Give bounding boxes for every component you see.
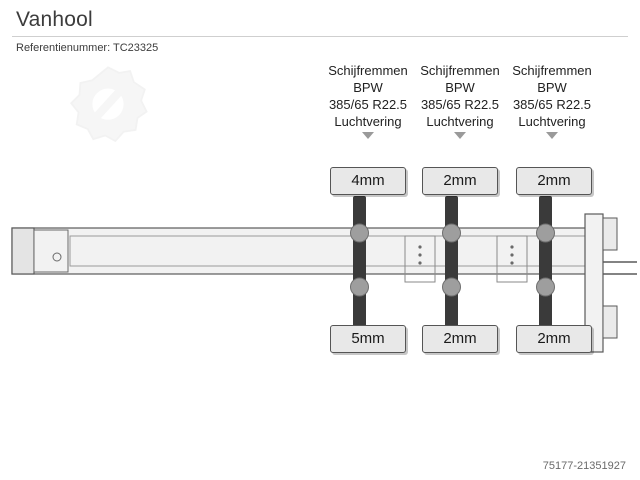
- axle-3-bottom-measurement: 2mm: [516, 325, 592, 353]
- header-divider: [12, 36, 628, 37]
- axle-3-suspension: Luchtvering: [518, 114, 586, 129]
- axle-3-top-measurement: 2mm: [516, 167, 592, 195]
- gear-icon: [62, 60, 154, 152]
- axle-3-label-group: [504, 62, 600, 139]
- axle-2-bottom-measurement: 2mm: [422, 325, 498, 353]
- axle-1-top-measurement: 4mm: [330, 167, 406, 195]
- reference-number: Referentienummer: TC23325: [16, 42, 159, 54]
- axle-1-tyre-size: 385/65 R22.5: [328, 97, 408, 112]
- page-title: Vanhool: [16, 8, 93, 31]
- axle-1-pointer-icon: [362, 132, 374, 139]
- axle-2-tyre-size: 385/65 R22.5: [420, 97, 500, 112]
- axle-1-brand: BPW: [353, 80, 383, 95]
- axle-2-top-measurement: 2mm: [422, 167, 498, 195]
- axle-2-suspension: Luchtvering: [426, 114, 494, 129]
- axle-1-bottom-measurement: 5mm: [330, 325, 406, 353]
- image-id-label: 75177-21351927: [542, 460, 626, 472]
- axle-2-brake-type: Schijfremmen: [420, 63, 500, 78]
- axle-2-pointer-icon: [454, 132, 466, 139]
- axle-2-label-group: [412, 62, 508, 139]
- axle-3-pointer-icon: [546, 132, 558, 139]
- axle-1-label-group: [320, 62, 416, 139]
- axle-2-brand: BPW: [445, 80, 475, 95]
- axle-3-brake-type: Schijfremmen: [512, 63, 592, 78]
- axle-1-suspension: Luchtvering: [334, 114, 402, 129]
- axle-1-brake-type: Schijfremmen: [328, 63, 408, 78]
- axle-3-brand: BPW: [537, 80, 567, 95]
- axle-3-tyre-size: 385/65 R22.5: [512, 97, 592, 112]
